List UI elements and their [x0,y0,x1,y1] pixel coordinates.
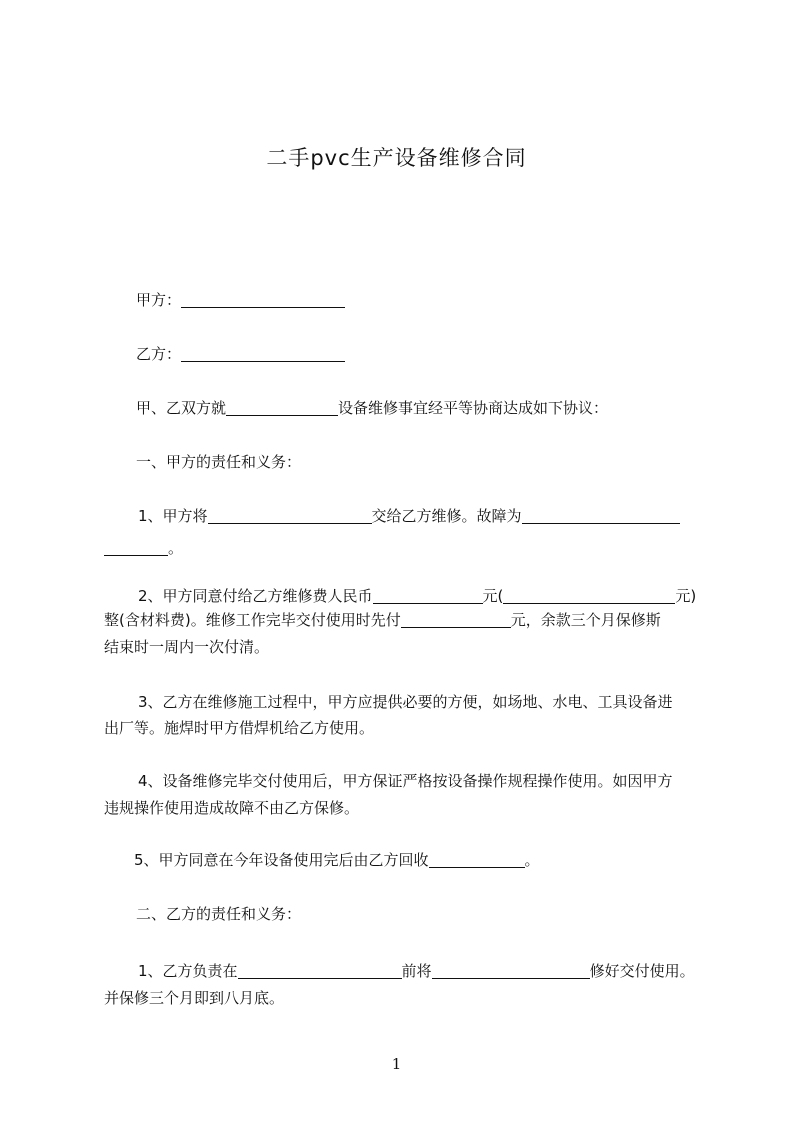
section2-heading: 二、乙方的责任和义务： [136,905,302,923]
s1-item1-blank-fault-cont[interactable] [104,537,168,556]
intro-text-b: 设备维修事宜经平等协商达成如下协议： [338,399,609,417]
party-a-line [104,284,714,316]
s1-item1 [104,500,714,532]
s1-item2-text-a: 2、甲方同意付给乙方维修费人民币 [138,587,373,605]
party-a-label: 甲方： [136,291,182,309]
s2-item1-line2: 并保修三个月即到八月底。 [104,989,285,1007]
s2-item1-blank-equipment[interactable] [432,960,590,979]
party-b-blank[interactable] [181,343,345,362]
s1-item1-text-b: 交给乙方维修。故障为 [371,507,522,525]
s1-item5-text-a: 5、甲方同意在今年设备使用完后由乙方回收 [134,851,429,869]
s1-item5 [104,844,714,876]
s1-item2-blank-amount[interactable] [373,585,483,604]
s1-item5-text-b: 。 [524,851,540,869]
s2-item1-text-a: 1、乙方负责在 [138,962,238,980]
s1-item4-line2: 违规操作使用造成故障不由乙方保修。 [104,799,360,817]
s1-item2-text-b: 元( [482,587,504,605]
s1-item2-blank-prepay[interactable] [401,609,511,628]
s1-item1-blank-fault[interactable] [522,505,680,524]
party-b-line [104,338,714,370]
document-title: 二手pvc生产设备维修合同 [266,146,527,170]
s1-item1-cont [104,532,714,564]
s1-item1-text-c: 。 [168,539,184,557]
s1-item2-text-c: 元) [675,587,697,605]
s2-item1-blank-date[interactable] [238,960,402,979]
s1-item2-line3: 结束时一周内一次付清。 [104,638,270,656]
party-a-blank[interactable] [181,289,345,308]
s1-item1-text-a: 1、甲方将 [138,507,208,525]
party-b-label: 乙方： [136,345,182,363]
s1-item4-line1: 4、设备维修完毕交付使用后，甲方保证严格按设备操作规程操作使用。如因甲方 [138,772,673,790]
s1-item5-blank[interactable] [429,849,525,868]
section1-heading: 一、甲方的责任和义务： [136,453,302,471]
intro-paragraph [104,392,714,424]
s1-item2-text-d: 整(含材料费)。维修工作完毕交付使用时先付 [104,611,401,629]
s1-item3-line1: 3、乙方在维修施工过程中，甲方应提供必要的方便，如场地、水电、工具设备进 [138,693,673,711]
s2-item1-text-c: 修好交付使用。 [589,962,695,980]
intro-text-a: 甲、乙双方就 [136,399,227,417]
s2-item1-text-b: 前将 [401,962,432,980]
s1-item2-text-e: 元，余款三个月保修斯 [510,611,661,629]
equipment-blank[interactable] [226,397,338,416]
s1-item3-line2: 出厂等。施焊时甲方借焊机给乙方使用。 [104,719,375,737]
page-number: 1 [391,1055,402,1073]
s1-item2-blank-amount-words[interactable] [503,585,675,604]
s1-item1-blank-equipment[interactable] [208,505,372,524]
